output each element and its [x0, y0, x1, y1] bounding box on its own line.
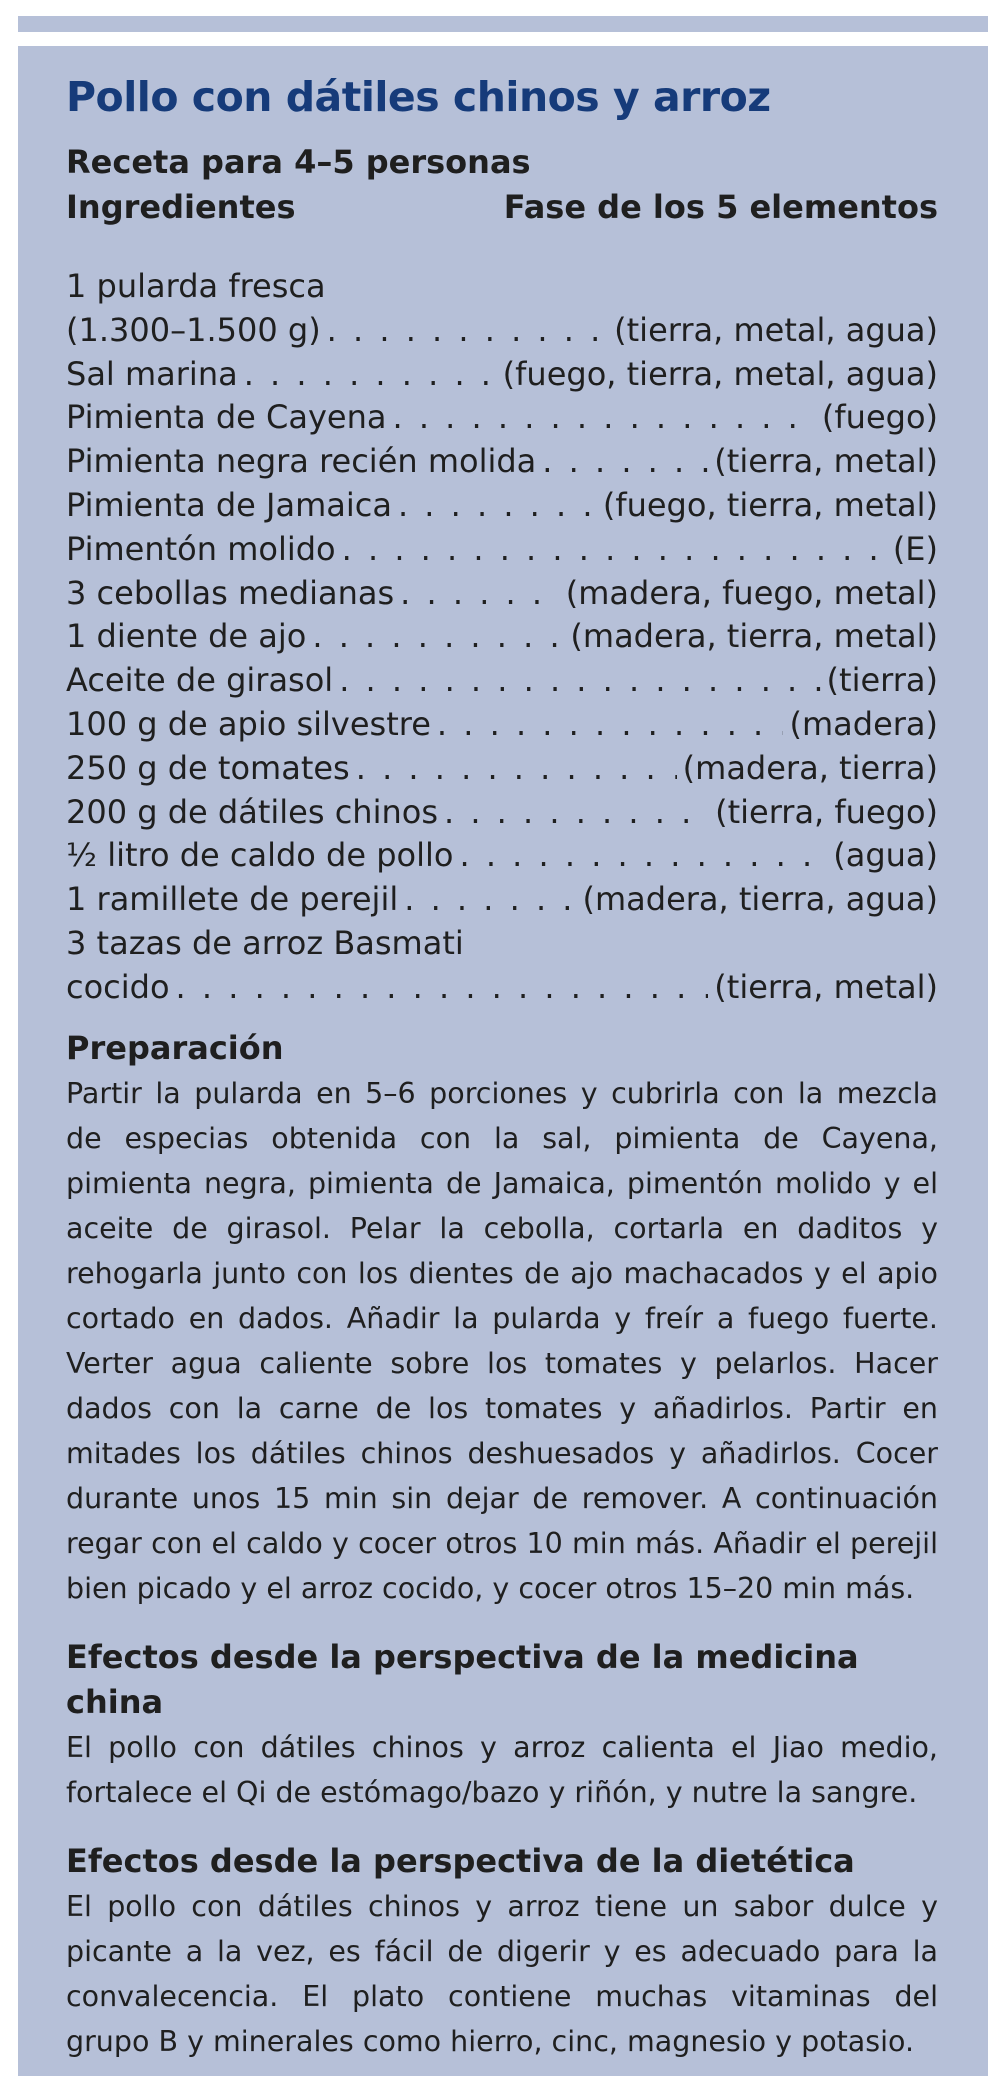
ingredients-header: Ingredientes [66, 188, 296, 226]
ingredient-name: 3 cebollas medianas [66, 573, 395, 612]
ingredient-name: 200 g de dátiles chinos [66, 792, 438, 831]
ingredient-row [66, 528, 938, 572]
ingredient-name: 1 diente de ajo [66, 617, 307, 656]
ingredient-list [66, 265, 938, 1010]
ingredient-elements: (fuego, tierra, metal, agua) [502, 354, 938, 393]
ingredient-row [66, 659, 938, 703]
ingredient-row [66, 572, 938, 616]
dot-leader [404, 878, 576, 922]
ingredient-row [66, 834, 938, 878]
recipe-card [18, 46, 988, 2076]
ingredients-header-row [66, 185, 938, 230]
ingredient-row [66, 396, 938, 440]
ingredient-row [66, 484, 938, 528]
diet-heading: Efectos desde la perspectiva de la dietética [66, 1841, 855, 1880]
dot-leader [327, 309, 608, 353]
tcm-text: El pollo con dátiles chinos y arroz calienta el Jiao medio, fortalece el Qi de estómago/bazo y riñón, y nutre la sangre. [66, 1730, 938, 1809]
ingredient-row [66, 791, 938, 835]
ingredient-row [66, 615, 938, 659]
ingredient-row [66, 966, 938, 1010]
top-band [18, 16, 988, 32]
ingredient-name: Sal marina [66, 354, 238, 393]
dot-leader [400, 572, 560, 616]
ingredient-elements: (tierra, metal) [714, 442, 938, 481]
recipe-title: Pollo con dátiles chinos y arroz [66, 73, 771, 121]
ingredient-row [66, 747, 938, 791]
diet-text: El pollo con dátiles chinos y arroz tiene un sabor dulce y picante a la vez, es fácil de digerir y es adecuado para la convalecencia. El plato contiene muchas vitaminas del grupo B y minerales como hierro, cinc, magnesio y potasio. [66, 1889, 938, 2058]
ingredient-elements: (madera, fuego, metal) [565, 573, 938, 612]
dot-leader [444, 791, 709, 835]
dot-leader [176, 966, 709, 1010]
dot-leader [312, 615, 564, 659]
dot-leader [339, 659, 820, 703]
dot-leader [392, 396, 815, 440]
ingredient-name: ½ litro de caldo de pollo [66, 836, 454, 875]
ingredient-elements: (fuego, tierra, metal) [602, 485, 938, 524]
ingredient-name: Aceite de girasol [66, 661, 334, 700]
ingredient-line: 1 pularda fresca [66, 267, 326, 305]
ingredient-name: Pimentón molido [66, 529, 336, 568]
recipe-content [66, 72, 938, 2064]
dot-leader [244, 353, 497, 397]
ingredient-row [66, 440, 938, 484]
ingredient-elements: (fuego) [821, 398, 938, 437]
dot-leader [459, 834, 827, 878]
dot-leader [356, 747, 677, 791]
ingredient-elements: (madera) [789, 704, 938, 743]
phase-header: Fase de los 5 elementos [503, 188, 938, 226]
ingredient-elements: (tierra, metal) [714, 967, 938, 1006]
ingredient-name: Pimienta de Cayena [66, 398, 387, 437]
dot-leader [542, 440, 708, 484]
ingredient-name: Pimienta negra recién molida [66, 442, 537, 481]
ingredient-elements: (tierra) [826, 661, 938, 700]
ingredient-elements: (madera, tierra, metal) [570, 617, 938, 656]
servings: Receta para 4–5 personas [66, 143, 531, 181]
ingredient-row [66, 353, 938, 397]
ingredient-elements: (madera, tierra) [682, 748, 938, 787]
preparation-text: Partir la pularda en 5–6 porciones y cubrirla con la mezcla de especias obtenida con la sal, pimienta de Cayena, pimienta negra, pimienta de Jamaica, pimentón molido y el aceite de girasol. Pelar la cebolla, cortarla en daditos y rehogarla junto con los dientes de ajo machacados y el apio cortado en dados. Añadir la pularda y freír a fuego fuerte. Verter agua caliente sobre los tomates y pelarlos. Hacer dados con la carne de los tomates y añadirlos. Partir en mitades los dátiles chinos deshuesados y añadirlos. Cocer durante unos 15 min sin dejar de remover. A continuación regar con el caldo y cocer otros 10 min más. Añadir el perejil bien picado y el arroz cocido, y cocer otros 15–20 min más. [66, 1076, 938, 1605]
ingredient-elements: (tierra, fuego) [715, 792, 938, 831]
ingredient-name: (1.300–1.500 g) [66, 310, 321, 349]
ingredient-elements: (madera, tierra, agua) [582, 880, 938, 919]
ingredient-name: 100 g de apio silvestre [66, 704, 431, 743]
ingredient-name: Pimienta de Jamaica [66, 485, 392, 524]
ingredient-row [66, 309, 938, 353]
ingredient-row [66, 703, 938, 747]
ingredient-name: 1 ramillete de perejil [66, 880, 399, 919]
ingredient-elements: (E) [892, 529, 938, 568]
ingredient-elements: (agua) [833, 836, 938, 875]
ingredient-name: 250 g de tomates [66, 748, 350, 787]
tcm-heading: Efectos desde la perspectiva de la medicina china [66, 1637, 859, 1721]
ingredient-row [66, 878, 938, 922]
ingredient-elements: (tierra, metal, agua) [614, 310, 938, 349]
ingredient-name: cocido [66, 967, 170, 1006]
dot-leader [342, 528, 887, 572]
dot-leader [437, 703, 784, 747]
dot-leader [398, 484, 597, 528]
preparation-heading: Preparación [66, 1028, 284, 1067]
ingredient-line: 3 tazas de arroz Basmati [66, 923, 464, 962]
